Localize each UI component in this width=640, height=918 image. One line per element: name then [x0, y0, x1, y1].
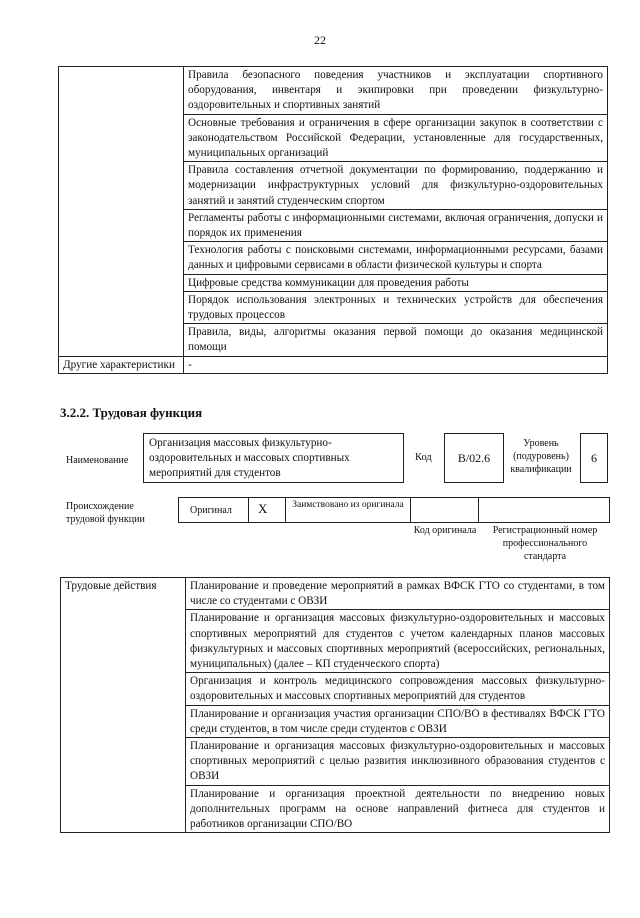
- origin-label: Происхождение трудовой функции: [66, 501, 145, 525]
- registration-number-caption: Регистрационный номер профессионального стандарта: [492, 525, 598, 562]
- section-heading: 3.2.2. Трудовая функция: [60, 405, 203, 420]
- qualification-level-value: 6: [580, 433, 608, 483]
- labor-actions-label: Трудовые действия: [61, 578, 186, 833]
- origin-divider: [248, 497, 249, 523]
- knowledge-item: Правила безопасного поведения участников и эксплуатации спортивного оборудования, инвентаря и экипировки при проведении физкультурно-оздоровительных и спортивных занятий: [184, 67, 608, 115]
- knowledge-item: Порядок использования электронных и технических устройств для обеспечения трудовых процессов: [184, 291, 608, 323]
- knowledge-item: Правила, виды, алгоритмы оказания первой помощи до оказания медицинской помощи: [184, 324, 608, 356]
- origin-divider: [478, 497, 479, 523]
- qualification-level-label: Уровень (подуровень) квалификации: [510, 438, 572, 475]
- origin-divider: [285, 497, 286, 523]
- labor-action-item: Планирование и проведение мероприятий в рамках ВФСК ГТО со студентами, в том числе со студентами с ОВЗИ: [186, 578, 610, 610]
- labor-actions-table: [60, 577, 610, 833]
- knowledge-item: Технология работы с поисковыми системами, информационными ресурсами, базами данных и цифровыми сервисами в области физической культуры и спорта: [184, 242, 608, 274]
- origin-divider: [410, 497, 411, 523]
- labor-action-item: Организация и контроль медицинского сопровождения массовых физкультурно-оздоровительных и массовых спортивных мероприятий для студентов: [186, 673, 610, 705]
- knowledge-item: Регламенты работы с информационными системами, включая ограничения, допуски и порядок их применения: [184, 209, 608, 241]
- other-characteristics-value: -: [184, 356, 608, 373]
- name-label: Наименование: [66, 455, 129, 466]
- borrowed-label: Заимствовано из оригинала: [292, 500, 404, 510]
- code-original-caption: Код оригинала: [413, 525, 477, 536]
- knowledge-label-cell: [59, 67, 184, 357]
- knowledge-item: Правила составления отчетной документации по формированию, поддержанию и модернизации инфраструктурных условий для физкультурно-оздоровительных занятий и занятий студенческим спортом: [184, 162, 608, 210]
- knowledge-table: [58, 66, 608, 374]
- page-number: 22: [314, 33, 326, 47]
- code-label: Код: [415, 452, 432, 463]
- knowledge-item: Основные требования и ограничения в сфере организации закупок в соответствии с законодательством Российской Федерации, установленные для государственных, муниципальных организаций: [184, 114, 608, 162]
- labor-action-item: Планирование и организация проектной деятельности по внедрению новых дополнительных программ на основе направлений фитнеса для студентов и работников организации СПО/ВО: [186, 785, 610, 833]
- original-mark: X: [258, 501, 268, 516]
- code-value: B/02.6: [444, 433, 504, 483]
- function-name-value: Организация массовых физкультурно-оздоровительных и массовых спортивных мероприятий для студентов: [143, 433, 404, 483]
- labor-action-item: Планирование и организация массовых физкультурно-оздоровительных и массовых спортивных мероприятий для студентов с учетом календарных планов массовых физкультурных и массовых спортивных мероприятий (всероссийских, региональных, муниципальных) (далее – КП студенческого спорта): [186, 610, 610, 673]
- original-label: Оригинал: [190, 505, 232, 516]
- other-characteristics-label: Другие характеристики: [59, 356, 184, 373]
- labor-action-item: Планирование и организация участия организации СПО/ВО в фестивалях ВФСК ГТО среди студентов, в том числе среди студентов с ОВЗИ: [186, 705, 610, 737]
- knowledge-item: Цифровые средства коммуникации для проведения работы: [184, 274, 608, 291]
- labor-action-item: Планирование и организация массовых физкультурно-оздоровительных и массовых спортивных мероприятий с целью развития инклюзивного образования студентов с ОВЗИ: [186, 738, 610, 786]
